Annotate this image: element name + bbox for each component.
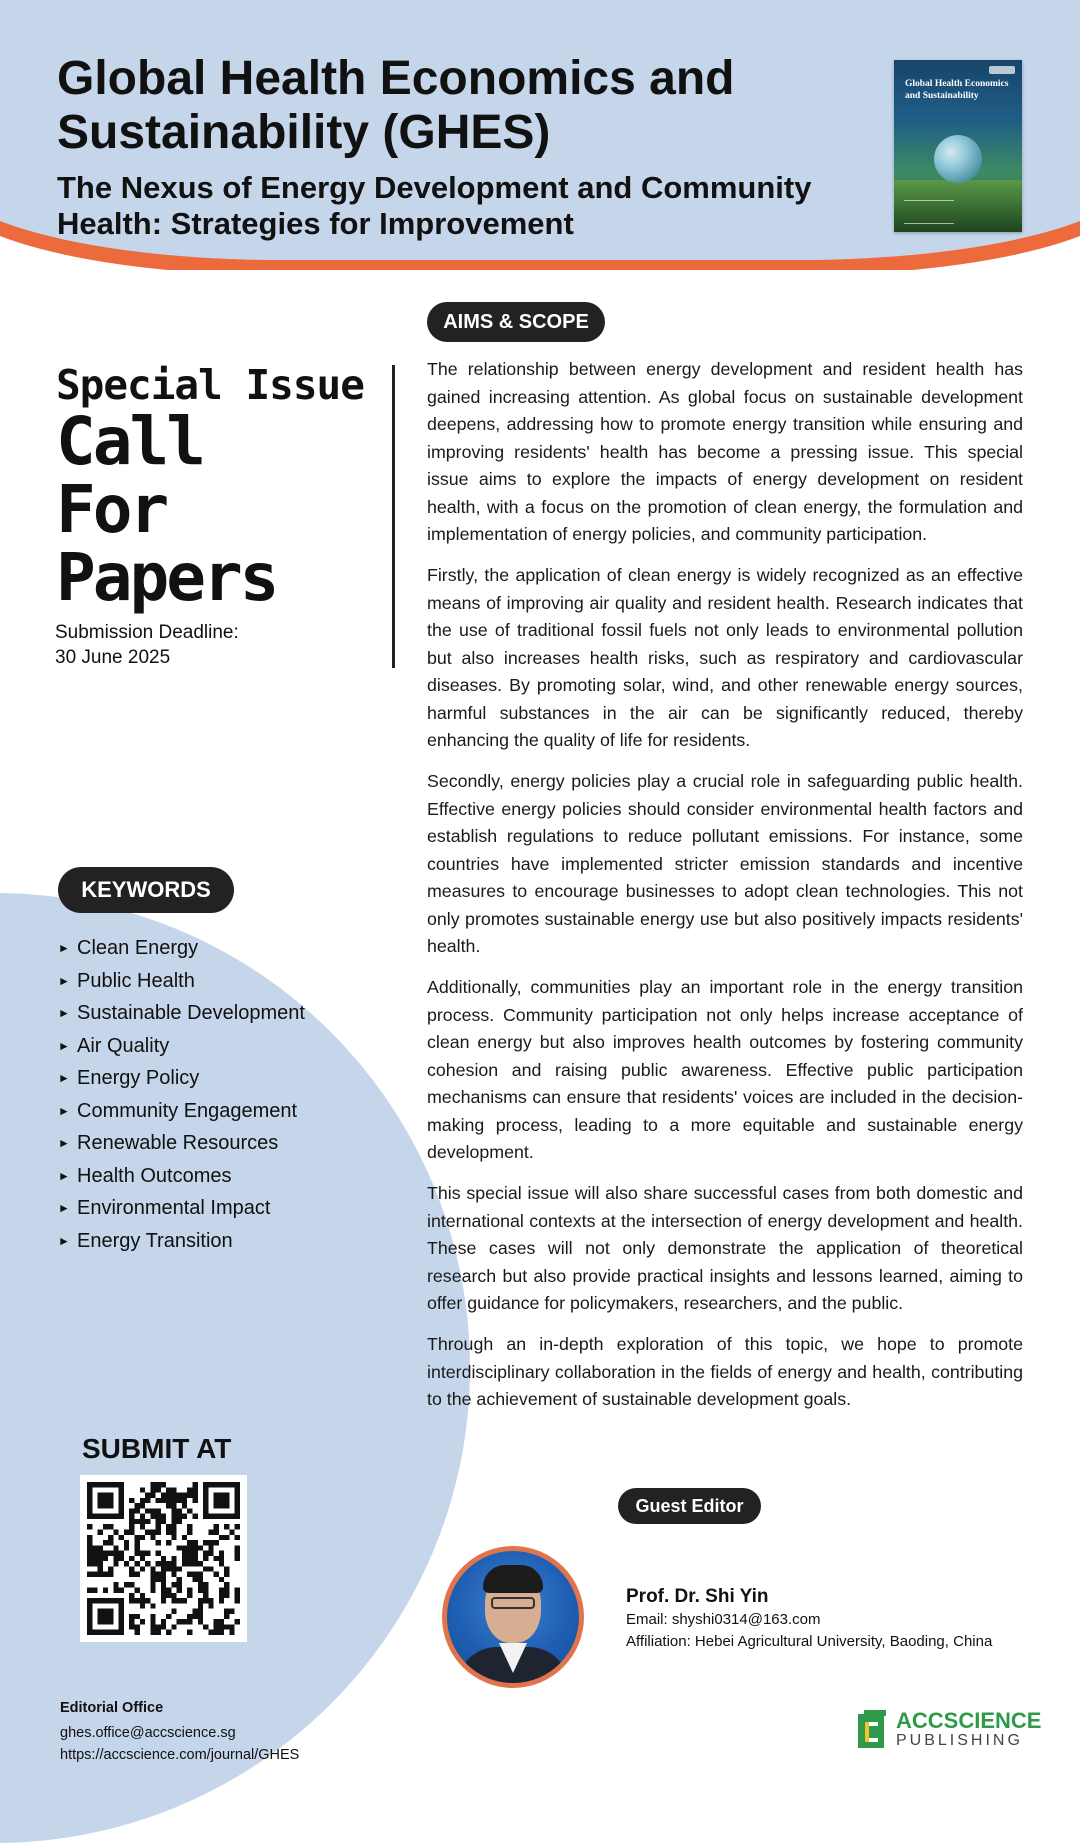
editorial-office-label: Editorial Office [60, 1700, 164, 1716]
editor-hair [483, 1565, 543, 1593]
aims-paragraph: Additionally, communities play an important role in the energy transition process. Community participation not only helps increase acceptance of clean energy but also improves health outcomes by fostering community cohesion and raising public awareness. Effective public participation mechanisms can ensure that residents' voices are included in the decision-making process, leading to a more equitable and sustainable energy development. [427, 977, 1023, 1162]
keywords-label: KEYWORDS [58, 867, 234, 913]
header-banner [0, 0, 1080, 270]
special-issue-heading: Special Issue [56, 361, 364, 409]
editor-name: Prof. Dr. Shi Yin [626, 1586, 769, 1607]
triangle-bullet-icon: ► [58, 1136, 70, 1151]
qr-code-graphic [87, 1482, 240, 1635]
triangle-bullet-icon: ► [58, 1038, 70, 1053]
aims-paragraph: Secondly, energy policies play a crucial role in safeguarding public health. Effective energy policies should consider environmental health factors and establish regulations to reduce pollutant emissions. For instance, some countries have implemented stricter emission standards and incentive measures to encourage businesses to adopt clean technologies. This not only promotes sustainable energy use but also positively impacts residents' health. [427, 771, 1023, 956]
triangle-bullet-icon: ► [58, 1071, 70, 1086]
triangle-bullet-icon: ► [58, 1201, 70, 1216]
publisher-mark-icon [858, 1710, 888, 1750]
accscience-publishing-logo [858, 1706, 1042, 1754]
keyword-text: Public Health [77, 969, 195, 992]
special-issue-title: The Nexus of Energy Development and Community Health: Strategies for Improvement [57, 170, 812, 241]
triangle-bullet-icon: ► [58, 1103, 70, 1118]
deadline-date: 30 June 2025 [55, 647, 171, 668]
aims-scope-body [427, 356, 1023, 1427]
cover-details [904, 200, 954, 224]
keyword-text: Community Engagement [77, 1099, 298, 1122]
publisher-name-part1: ACC [896, 1708, 944, 1733]
guest-editor-label: Guest Editor [618, 1488, 761, 1524]
publisher-name-part2: SCIENCE [943, 1708, 1042, 1733]
journal-title: Global Health Economics and Sustainability (GHES) [57, 52, 735, 159]
cover-title: Global Health Economics and Sustainability [905, 79, 1009, 101]
journal-cover-image [894, 60, 1022, 232]
globe-icon [934, 135, 982, 183]
cfp-call: Call [56, 403, 203, 480]
keyword-text: Health Outcomes [77, 1164, 232, 1187]
keyword-list [58, 932, 305, 1257]
cover-publisher-logo [989, 66, 1015, 74]
keyword-text: Energy Transition [77, 1229, 233, 1252]
aims-paragraph: The relationship between energy development and resident health has gained increasing attention. As global focus on sustainable development deepens, addressing how to promote energy transition while ensuring and improving residents' health has become a pressing issue. This special issue aims to explore the impacts of energy development on resident health, with a focus on the promotion of clean energy, the formulation and implementation of energy policies, and community participation. [427, 359, 1023, 544]
triangle-bullet-icon: ► [58, 1168, 70, 1183]
triangle-bullet-icon: ► [58, 941, 70, 956]
aims-paragraph: Through an in-depth exploration of this topic, we hope to promote interdisciplinary collaboration in the fields of energy and health, contributing to the achievement of sustainable development goals. [427, 1334, 1023, 1409]
publisher-subtitle: PUBLISHING [896, 1732, 1023, 1749]
aims-paragraph: Firstly, the application of clean energy is widely recognized as an effective means of improving air quality and resident health. Research indicates that the use of traditional fossil fuels not only leads to environmental pollution but also increases health risks, such as respiratory and cardiovascular diseases. By promoting solar, wind, and other renewable energy sources, harmful substances in the air can be significantly reduced, thereby enhancing the quality of life for residents. [427, 565, 1023, 750]
cfp-papers: Papers [56, 539, 277, 616]
keyword-item [58, 1192, 305, 1225]
deadline-label: Submission Deadline: [55, 622, 239, 643]
keyword-item [58, 1225, 305, 1258]
vertical-divider [392, 365, 395, 668]
triangle-bullet-icon: ► [58, 1006, 70, 1021]
keyword-text: Clean Energy [77, 937, 199, 960]
aims-paragraph: This special issue will also share successful cases from both domestic and international contexts at the intersection of energy development and health. These cases will not only demonstrate the application of theoretical research but also provide practical insights and lessons learned, aiming to offer guidance for policymakers, researchers, and the public. [427, 1183, 1023, 1313]
editor-affiliation: Affiliation: Hebei Agricultural University, Baoding, China [626, 1633, 993, 1650]
keyword-text: Air Quality [77, 1034, 170, 1057]
keyword-item [58, 1095, 305, 1128]
keyword-item [58, 1160, 305, 1193]
keyword-text: Environmental Impact [77, 1197, 271, 1220]
keyword-item [58, 932, 305, 965]
keyword-item [58, 1062, 305, 1095]
keyword-text: Renewable Resources [77, 1132, 279, 1155]
editor-email[interactable]: Email: shyshi0314@163.com [626, 1611, 821, 1628]
keyword-text: Energy Policy [77, 1067, 200, 1090]
editor-photo [447, 1551, 579, 1683]
triangle-bullet-icon: ► [58, 1233, 70, 1248]
keyword-text: Sustainable Development [77, 1002, 305, 1025]
keyword-item [58, 965, 305, 998]
keyword-item [58, 1127, 305, 1160]
aims-scope-label: AIMS & SCOPE [427, 302, 605, 342]
editorial-office-url[interactable]: https://accscience.com/journal/GHES [60, 1747, 300, 1763]
editorial-office-email[interactable]: ghes.office@accscience.sg [60, 1725, 236, 1741]
submit-at-heading: SUBMIT AT [82, 1433, 232, 1464]
publisher-name [896, 1708, 1041, 1734]
qr-code-icon[interactable] [80, 1475, 247, 1642]
editor-glasses [491, 1597, 535, 1609]
keyword-item [58, 997, 305, 1030]
cfp-for: For [56, 471, 167, 548]
keyword-item [58, 1030, 305, 1063]
triangle-bullet-icon: ► [58, 973, 70, 988]
